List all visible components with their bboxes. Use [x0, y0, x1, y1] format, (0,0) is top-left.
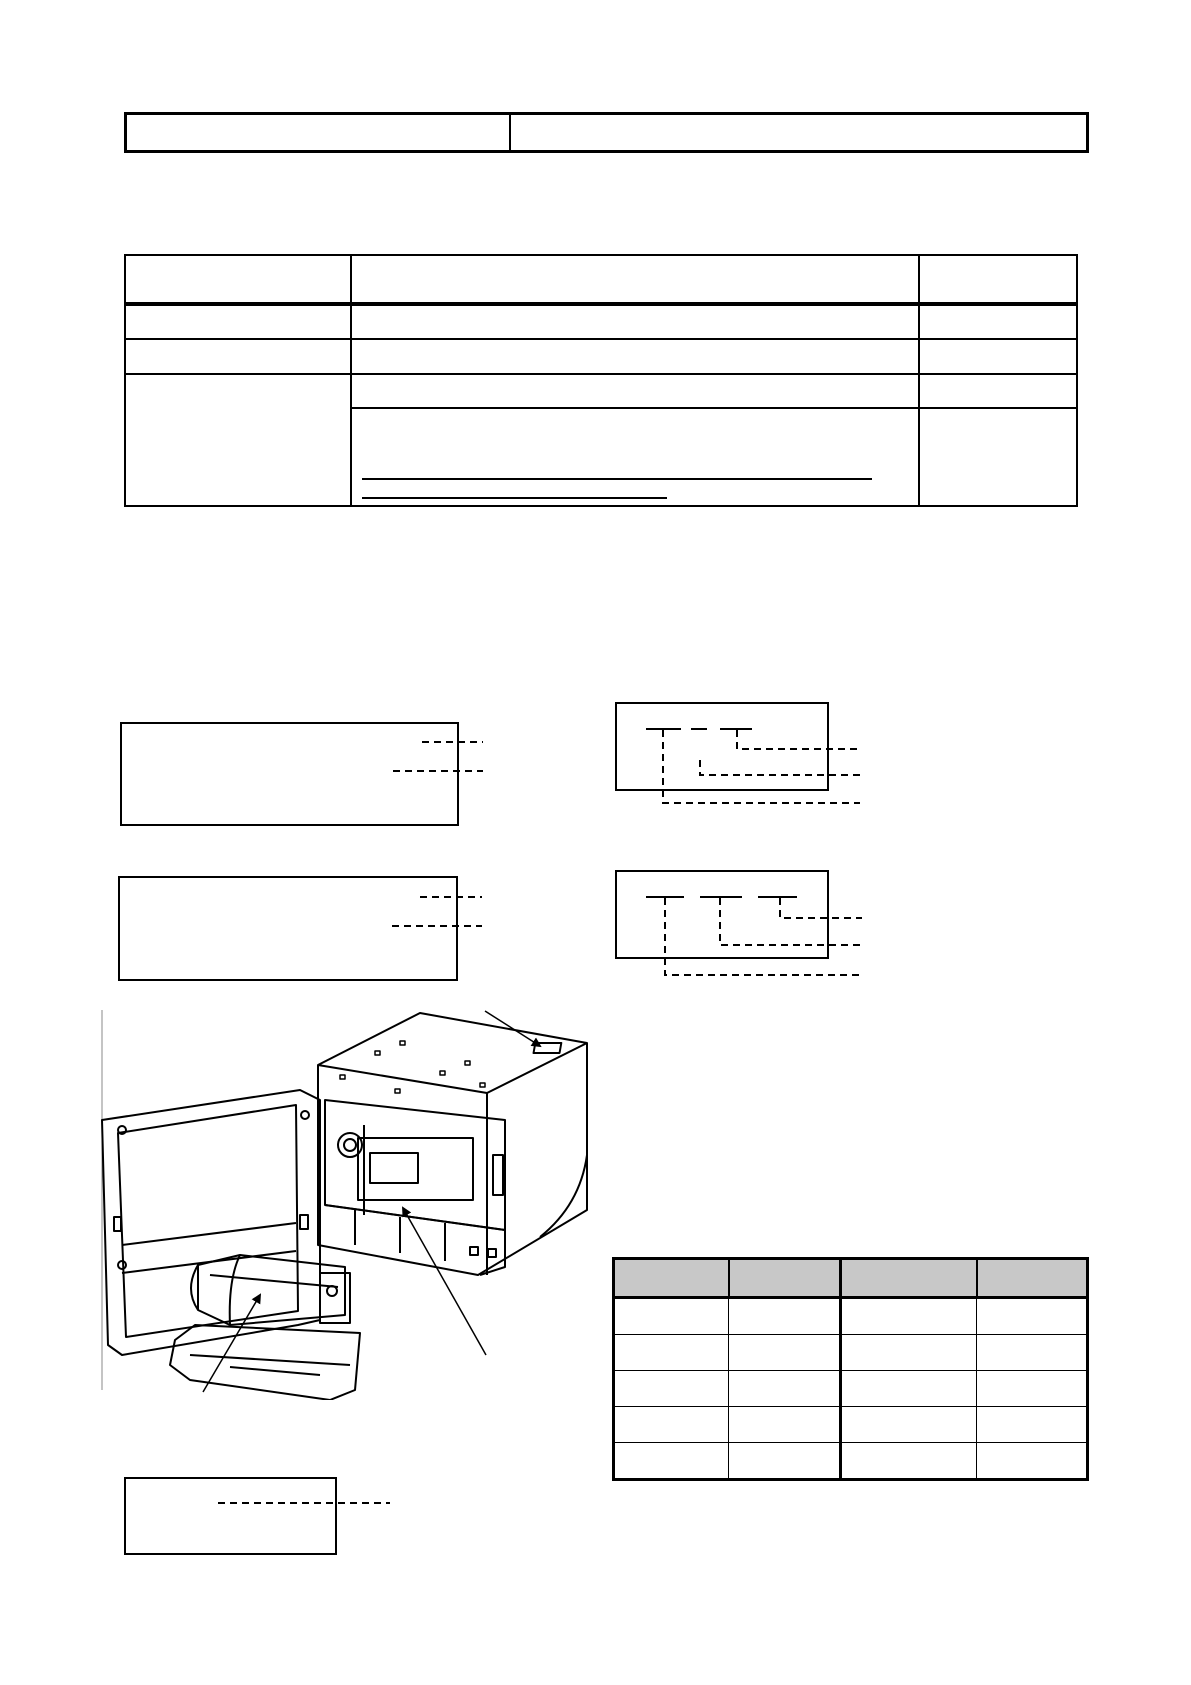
spec-header-cell: [977, 1259, 1088, 1298]
spec-cell: [729, 1443, 841, 1480]
spec-cell: [614, 1335, 729, 1371]
spec-cell: [841, 1298, 977, 1335]
spec-cell: [841, 1335, 977, 1371]
callout-arrow: [203, 1295, 260, 1392]
table-row: [614, 1335, 1088, 1371]
table-row: [614, 1443, 1088, 1480]
spec-header-cell: [729, 1259, 841, 1298]
spec-cell: [841, 1443, 977, 1480]
spec-cell: [977, 1443, 1088, 1480]
spec-cell: [841, 1371, 977, 1407]
spec-cell: [614, 1407, 729, 1443]
specification-table: [612, 1257, 1089, 1481]
spec-cell: [841, 1407, 977, 1443]
spec-header-cell: [614, 1259, 729, 1298]
callout-arrow: [485, 1011, 540, 1046]
spec-cell: [729, 1298, 841, 1335]
spec-cell: [977, 1371, 1088, 1407]
table-row: [614, 1298, 1088, 1335]
spec-cell: [977, 1298, 1088, 1335]
spec-cell: [729, 1371, 841, 1407]
table-row: [614, 1371, 1088, 1407]
spec-cell: [729, 1407, 841, 1443]
table-row: [614, 1407, 1088, 1443]
spec-cell: [977, 1407, 1088, 1443]
spec-header-cell: [841, 1259, 977, 1298]
spec-cell: [614, 1371, 729, 1407]
spec-cell: [614, 1443, 729, 1480]
spec-cell: [977, 1335, 1088, 1371]
callout-arrow: [403, 1208, 486, 1355]
spec-cell: [729, 1335, 841, 1371]
spec-cell: [614, 1298, 729, 1335]
